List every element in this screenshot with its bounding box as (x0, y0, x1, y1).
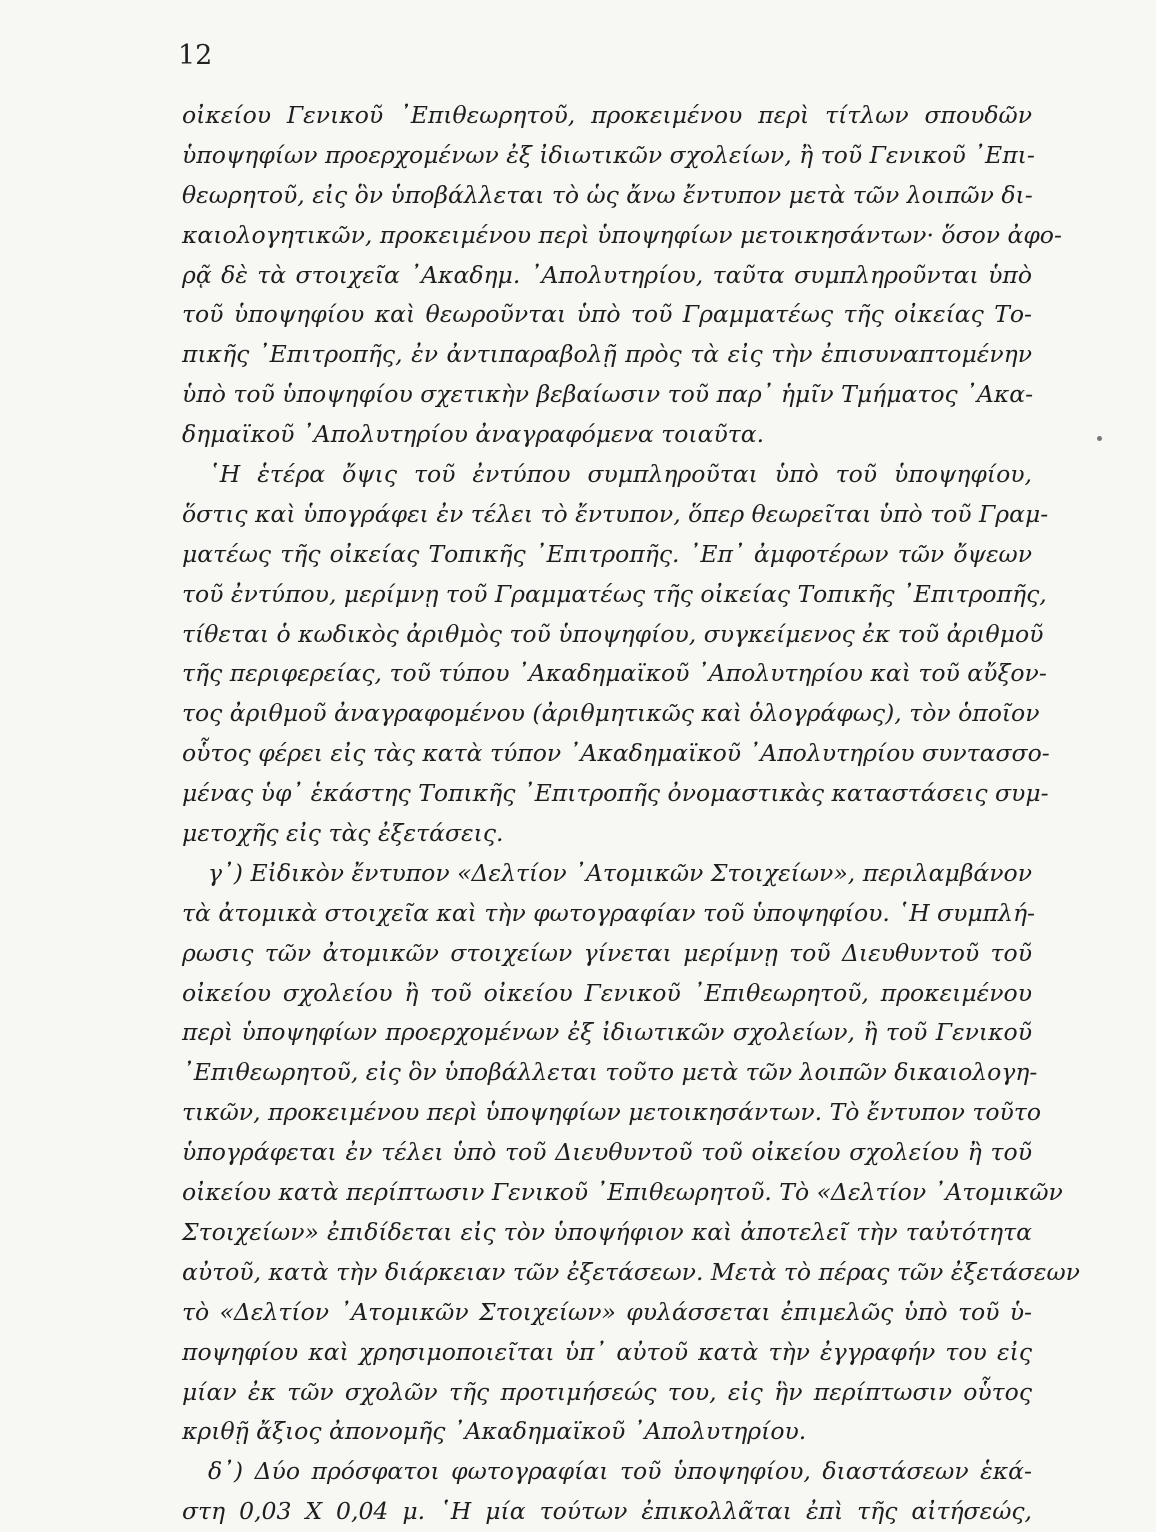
text-line: μίαν ἐκ τῶν σχολῶν τῆς προτιμήσεώς του, εἰς ἣν περίπτωσιν οὗτος (182, 1377, 1032, 1406)
body-text (182, 96, 1080, 1532)
text-line: ὑποψηφίων προερχομένων ἐξ ἰδιωτικῶν σχολείων, ἢ τοῦ Γενικοῦ ᾿Επι- (182, 140, 1035, 169)
text-line: τὰ ἀτομικὰ στοιχεῖα καὶ τὴν φωτογραφίαν τοῦ ὑποψηφίου. ῾Η συμπλή- (182, 898, 1035, 927)
text-line: τῆς περιφερείας, τοῦ τύπου ᾿Ακαδημαϊκοῦ ᾿Απολυτηρίου καὶ τοῦ αὔξον- (182, 659, 1047, 688)
text-line: μετοχῆς εἰς τὰς ἐξετάσεις. (182, 819, 504, 848)
text-line: τικῶν, προκειμένου περὶ ὑποψηφίων μετοικησάντων. Τὸ ἔντυπον τοῦτο (182, 1098, 1041, 1127)
text-line: τος ἀριθμοῦ ἀναγραφομένου (ἀριθμητικῶς καὶ ὁλογράφως), τὸν ὁποῖον (182, 699, 1040, 728)
text-line: τοῦ ὑποψηφίου καὶ θεωροῦνται ὑπὸ τοῦ Γραμματέως τῆς οἰκείας Το- (182, 300, 1032, 329)
text-line: πικῆς ᾿Επιτροπῆς, ἐν ἀντιπαραβολῇ πρὸς τὰ εἰς τὴν ἐπισυναπτομένην (182, 340, 1032, 369)
text-line: ὑπὸ τοῦ ὑποψηφίου σχετικὴν βεβαίωσιν τοῦ παρ᾿ ἡμῖν Τμήματος ᾿Ακα- (182, 380, 1034, 409)
text-line: ποψηφίου καὶ χρησιμοποιεῖται ὑπ᾿ αὐτοῦ κατὰ τὴν ἐγγραφήν του εἰς (182, 1337, 1032, 1366)
text-line: ὅστις καὶ ὑπογράφει ἐν τέλει τὸ ἔντυπον, ὅπερ θεωρεῖται ὑπὸ τοῦ Γραμ- (182, 499, 1049, 528)
text-line: ᾿Επιθεωρητοῦ, εἰς ὃν ὑποβάλλεται τοῦτο μετὰ τῶν λοιπῶν δικαιολογη- (182, 1058, 1038, 1087)
text-line: ρωσις τῶν ἀτομικῶν στοιχείων γίνεται μερίμνῃ τοῦ Διευθυντοῦ τοῦ (182, 938, 1032, 967)
text-line: θεωρητοῦ, εἰς ὃν ὑποβάλλεται τὸ ὡς ἄνω ἔντυπον μετὰ τῶν λοιπῶν δι- (182, 180, 1033, 209)
text-line: κριθῇ ἄξιος ἀπονομῆς ᾿Ακαδημαϊκοῦ ᾿Απολυτηρίου. (182, 1417, 807, 1446)
paragraph-start-line: γ᾿) Εἰδικὸν ἔντυπον «Δελτίον ᾿Ατομικῶν Στοιχείων», περιλαμβάνον (208, 858, 1032, 887)
text-line: οὗτος φέρει εἰς τὰς κατὰ τύπον ᾿Ακαδημαϊκοῦ ᾿Απολυτηρίου συντασσο- (182, 739, 1050, 768)
text-line: τοῦ ἐντύπου, μερίμνῃ τοῦ Γραμματέως τῆς οἰκείας Τοπικῆς ᾿Επιτροπῆς, (182, 579, 1047, 608)
text-line: τὸ «Δελτίον ᾿Ατομικῶν Στοιχείων» φυλάσσεται ἐπιμελῶς ὑπὸ τοῦ ὑ- (182, 1297, 1032, 1326)
text-line: περὶ ὑποψηφίων προερχομένων ἐξ ἰδιωτικῶν σχολείων, ἢ τοῦ Γενικοῦ (182, 1018, 1032, 1047)
text-line: στη 0,03 Χ 0,04 μ. ῾Η μία τούτων ἐπικολλᾶται ἐπὶ τῆς αἰτήσεώς, (182, 1497, 1032, 1526)
text-line: οἰκείου Γενικοῦ ᾿Επιθεωρητοῦ, προκειμένου περὶ τίτλων σπουδῶν (182, 101, 1032, 129)
text-line: ματέως τῆς οἰκείας Τοπικῆς ᾿Επιτροπῆς. ᾿Επ᾿ ἀμφοτέρων τῶν ὄψεων (182, 539, 1032, 568)
text-line: καιολογητικῶν, προκειμένου περὶ ὑποψηφίων μετοικησάντων· ὅσον ἀφο- (182, 220, 1062, 249)
text-line: ὑπογράφεται ἐν τέλει ὑπὸ τοῦ Διευθυντοῦ τοῦ οἰκείου σχολείου ἢ τοῦ (182, 1138, 1032, 1167)
paragraph-start-line: ῾Η ἑτέρα ὄψις τοῦ ἐντύπου συμπληροῦται ὑπὸ τοῦ ὑποψηφίου, (208, 460, 1032, 489)
text-line: αὐτοῦ, κατὰ τὴν διάρκειαν τῶν ἐξετάσεων. Μετὰ τὸ πέρας τῶν ἐξετάσεων (182, 1257, 1080, 1286)
page-number: 12 (178, 40, 213, 71)
paragraph-start-line: δ᾿) Δύο πρόσφατοι φωτογραφίαι τοῦ ὑποψηφίου, διαστάσεων ἑκά- (208, 1457, 1032, 1486)
text-line: τίθεται ὁ κωδικὸς ἀριθμὸς τοῦ ὑποψηφίου, συγκείμενος ἐκ τοῦ ἀριθμοῦ (182, 619, 1044, 648)
text-line: μένας ὑφ᾿ ἑκάστης Τοπικῆς ᾿Επιτροπῆς ὀνομαστικὰς καταστάσεις συμ- (182, 779, 1049, 808)
text-line: δημαϊκοῦ ᾿Απολυτηρίου ἀναγραφόμενα τοιαῦτα. (182, 420, 765, 449)
text-line: ρᾷ δὲ τὰ στοιχεῖα ᾿Ακαδημ. ᾿Απολυτηρίου, ταῦτα συμπληροῦνται ὑπὸ (182, 260, 1032, 289)
paper-speck (1097, 436, 1102, 441)
text-line: οἰκείου σχολείου ἢ τοῦ οἰκείου Γενικοῦ ᾿Επιθεωρητοῦ, προκειμένου (182, 978, 1032, 1007)
text-line: οἰκείου κατὰ περίπτωσιν Γενικοῦ ᾿Επιθεωρητοῦ. Τὸ «Δελτίον ᾿Ατομικῶν (182, 1178, 1063, 1207)
text-line: Στοιχείων» ἐπιδίδεται εἰς τὸν ὑποψήφιον καὶ ἀποτελεῖ τὴν ταὐτότητα (182, 1217, 1032, 1246)
